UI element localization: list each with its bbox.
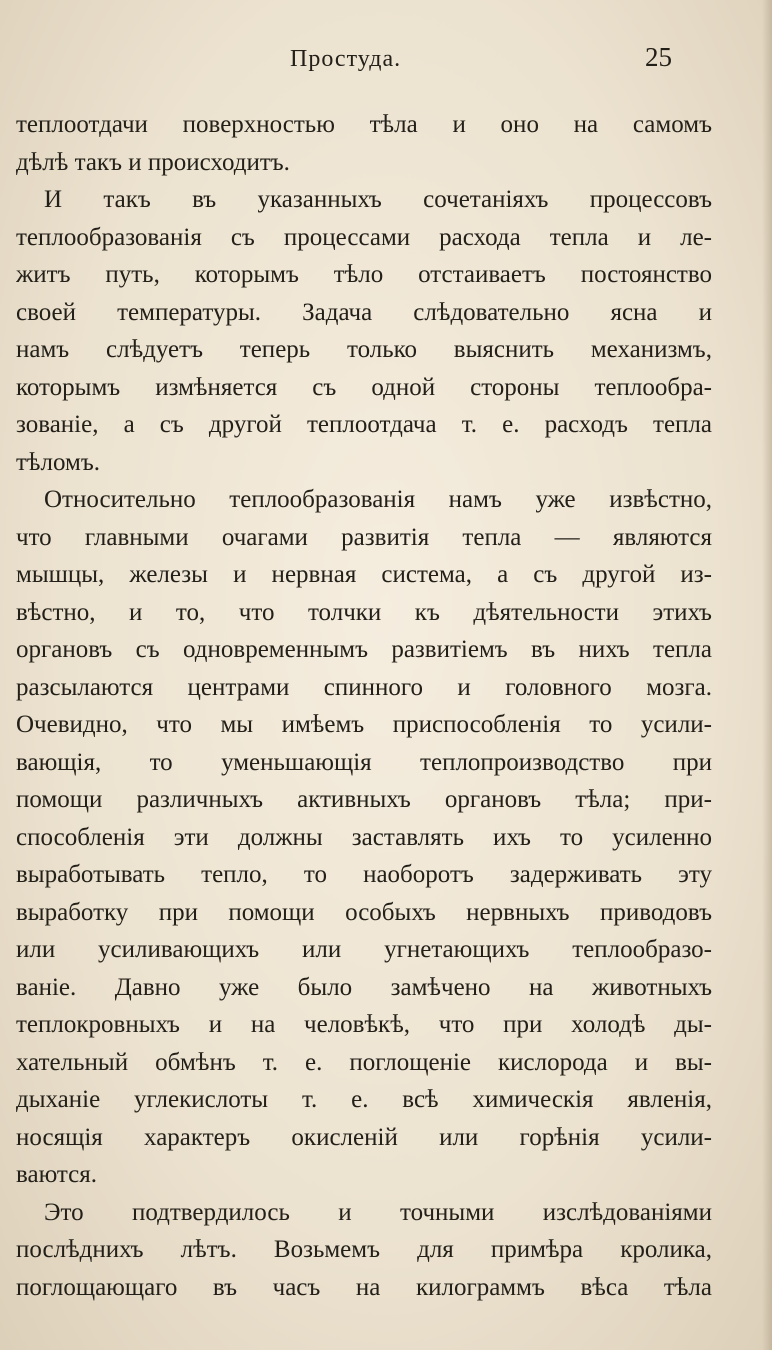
text-line: дыханіе углекислоты т. е. всѣ химическія явленія, [16, 1086, 712, 1113]
text-line: ваніе. Давно уже было замѣчено на животныхъ [16, 973, 712, 1001]
text-line: тѣломъ. [16, 448, 100, 476]
text-line: хательный обмѣнъ т. е. поглощеніе кислорода и вы- [16, 1048, 712, 1076]
text-line: теплокровныхъ и на человѣкѣ, что при холодѣ ды- [16, 1011, 712, 1038]
body-text [16, 106, 712, 1306]
text-line: зованіе, а съ другой теплоотдача т. е. расходъ тепла [16, 411, 712, 438]
text-line: вающія, то уменьшающія теплопроизводство при [16, 748, 712, 776]
text-line: мышцы, железы и нервная система, а съ другой из- [16, 561, 712, 588]
text-line: выработывать тепло, то наоборотъ задерживать эту [16, 861, 712, 888]
text-line: ваются. [16, 1161, 97, 1188]
text-line: органовъ съ одновременнымъ развитіемъ въ нихъ тепла [16, 636, 712, 663]
text-line: Это подтвердилось и точными изслѣдованіями [44, 1198, 712, 1226]
text-line: дѣлѣ такъ и происходитъ. [16, 148, 290, 176]
text-line: Относительно теплообразованія намъ уже извѣстно, [44, 486, 712, 513]
text-line: Очевидно, что мы имѣемъ приспособленія то усили- [16, 711, 712, 738]
text-line: поглощающаго въ часъ на килограммъ вѣса тѣла [16, 1273, 712, 1301]
text-line: теплоотдачи поверхностью тѣла и оно на самомъ [16, 111, 712, 138]
text-line: что главными очагами развитія тепла — являются [16, 523, 712, 551]
running-title: Простуда. [290, 46, 402, 72]
text-line: послѣднихъ лѣтъ. Возьмемъ для примѣра кролика, [16, 1236, 712, 1263]
text-line: которымъ измѣняется съ одной стороны теплообра- [16, 373, 712, 401]
text-line: или усиливающихъ или угнетающихъ теплообразо- [16, 936, 712, 963]
text-line: вѣстно, и то, что толчки къ дѣятельности этихъ [16, 598, 712, 626]
text-line: своей температуры. Задача слѣдовательно ясна и [16, 298, 712, 326]
text-line: И такъ въ указанныхъ сочетаніяхъ процессовъ [44, 186, 712, 213]
text-line: выработку при помощи особыхъ нервныхъ приводовъ [16, 898, 712, 926]
page-header [0, 40, 772, 80]
text-line: способленія эти должны заставлять ихъ то усиленно [16, 823, 712, 851]
text-line: носящія характеръ окисленій или горѣнія усили- [16, 1123, 712, 1151]
text-line: намъ слѣдуетъ теперь только выяснить механизмъ, [16, 336, 712, 363]
text-line: теплообразованія съ процессами расхода тепла и ле- [16, 223, 712, 251]
text-line: помощи различныхъ активныхъ органовъ тѣла; при- [16, 786, 712, 813]
page-number: 25 [645, 42, 672, 72]
text-line: разсылаются центрами спинного и головного мозга. [16, 673, 712, 701]
text-line: житъ путь, которымъ тѣло отстаиваетъ постоянство [16, 261, 712, 288]
